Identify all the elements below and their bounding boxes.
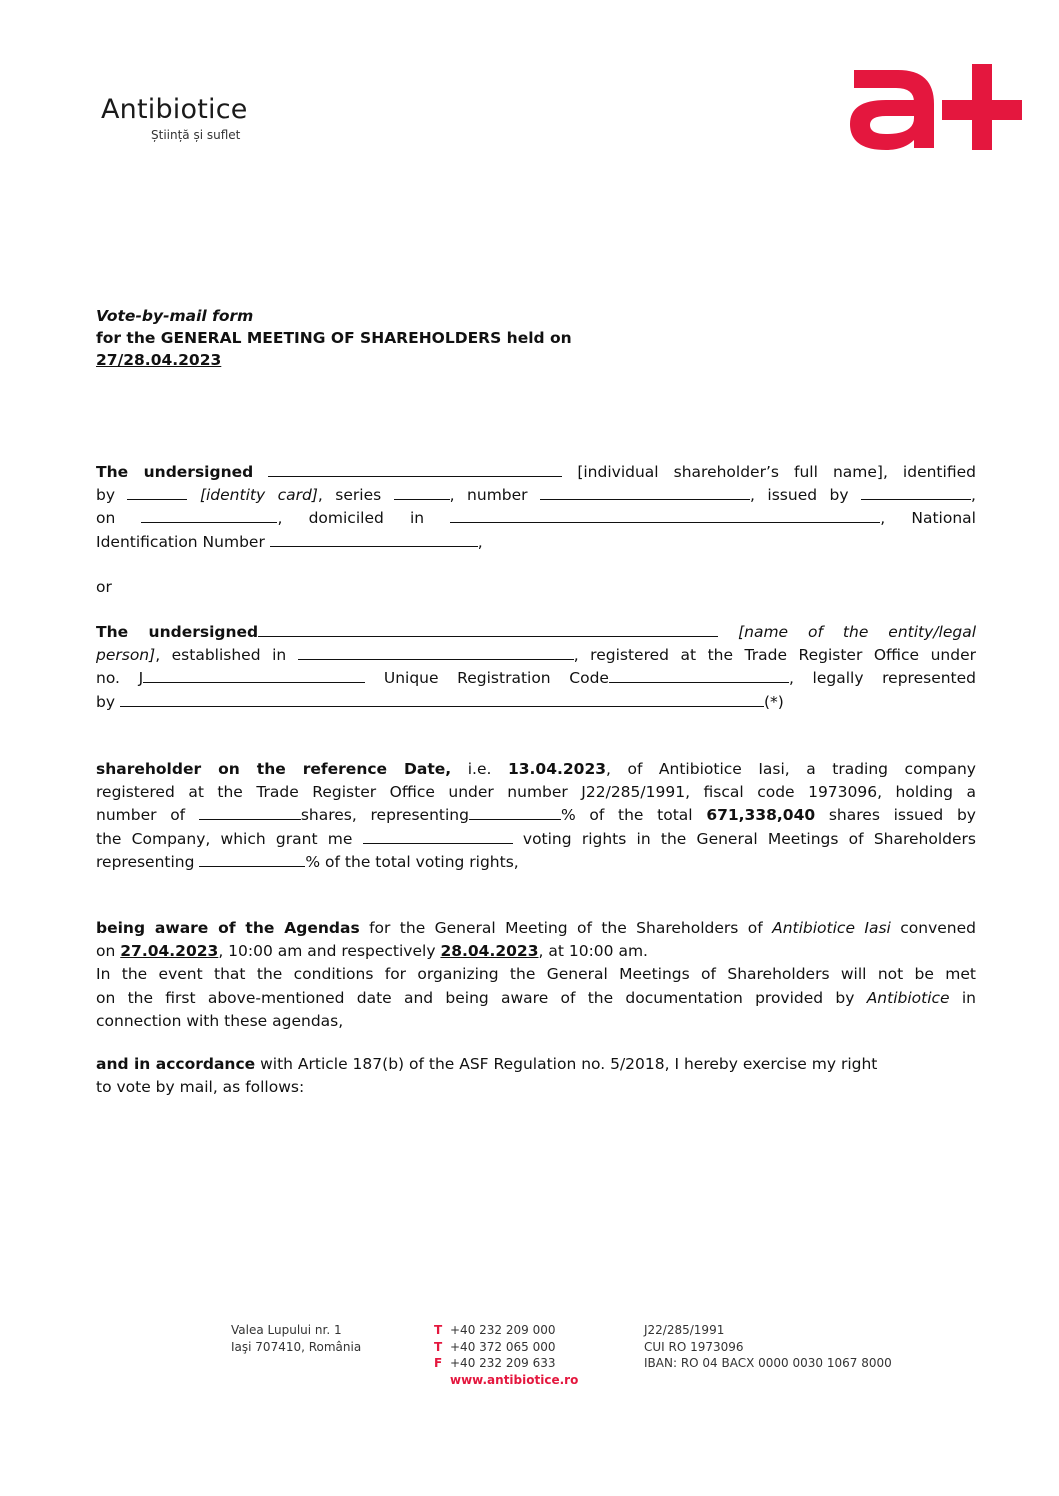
urc-field[interactable] — [609, 668, 789, 683]
representative-field[interactable] — [120, 692, 764, 707]
comma: , — [971, 486, 976, 505]
on-text: on — [96, 942, 116, 961]
trade-register-field[interactable] — [143, 668, 365, 683]
national-id-field[interactable] — [270, 532, 478, 547]
urc-label: Unique Registration Code — [383, 669, 609, 688]
text-line — [96, 484, 976, 507]
text-line: In the event that the conditions for organizing the General Meetings of Shareholders will not be met — [96, 965, 976, 984]
entity-name-field[interactable] — [258, 622, 718, 637]
domicile-field[interactable] — [450, 508, 880, 523]
agenda-paragraph — [96, 917, 976, 1033]
established-label: , established in — [155, 646, 287, 665]
text-line — [96, 644, 976, 667]
shares-issued-label: shares issued by — [828, 806, 976, 825]
individual-shareholder-paragraph — [96, 461, 976, 554]
title-line-1: Vote-by-mail form — [96, 307, 254, 325]
text-line — [96, 758, 976, 781]
series-field[interactable] — [394, 485, 450, 500]
by-label: by — [96, 486, 116, 505]
voting-percent-field[interactable] — [199, 852, 305, 867]
pct-total-label: % of the total — [560, 806, 693, 825]
contact-label: T — [434, 1339, 443, 1354]
meeting-date-2: 28.04.2023 — [440, 942, 539, 961]
contact-value: +40 232 209 000 — [450, 1323, 556, 1337]
meeting-date-1: 27.04.2023 — [120, 942, 219, 961]
legally-label: , legally represented — [788, 669, 977, 688]
text-line — [96, 828, 976, 851]
convened-text: convened — [900, 919, 976, 937]
fiscal-code: CUI RO 1973096 — [644, 1339, 744, 1354]
reference-date: 13.04.2023 — [507, 760, 607, 778]
registered-label: , registered at the Trade Register Office under — [573, 646, 976, 665]
form-title — [96, 305, 572, 371]
accordance-text: with Article 187(b) of the ASF Regulation no. 5/2018, I hereby exercise my right — [260, 1055, 878, 1073]
text-line — [96, 1053, 976, 1076]
no-j-label: no. J — [96, 669, 144, 688]
company-name: Antibiotice Iasi — [772, 919, 891, 937]
text-line: to vote by mail, as follows: — [96, 1078, 305, 1097]
accordance-lead: and in accordance — [96, 1055, 256, 1073]
established-field[interactable] — [298, 645, 574, 660]
agenda-text: for the General Meeting of the Shareholders of — [369, 919, 763, 937]
number-label: , number — [449, 486, 528, 505]
registration-number: J22/285/1991 — [644, 1323, 725, 1337]
entity-note: [name of the entity/legal — [738, 623, 976, 641]
representing-label: representing — [96, 852, 195, 871]
text-line — [96, 667, 976, 690]
identity-card-note: [identity card] — [199, 486, 318, 505]
series-label: , series — [317, 486, 382, 505]
footer-contacts — [434, 1322, 578, 1388]
on-label: on — [96, 509, 116, 528]
full-name-field[interactable] — [268, 462, 562, 477]
shares-percent-field[interactable] — [469, 805, 561, 820]
fax — [434, 1355, 578, 1372]
company-grant-label: the Company, which grant me — [96, 829, 353, 848]
text-line: registered at the Trade Register Office under number J22/285/1991, fiscal code 1973096, holding a — [96, 783, 976, 802]
text-line — [96, 917, 976, 940]
title-meeting-dates: 27/28.04.2023 — [96, 351, 222, 369]
title-line-2: for the GENERAL MEETING OF SHAREHOLDERS held on — [96, 329, 572, 347]
voting-rights-field[interactable] — [363, 829, 513, 844]
contact-value: +40 232 209 633 — [450, 1356, 556, 1370]
ie-text: i.e. — [467, 760, 492, 778]
comma: , — [880, 509, 886, 528]
footer-address — [231, 1322, 361, 1355]
phone-2 — [434, 1339, 578, 1356]
text-line: connection with these agendas, — [96, 1011, 344, 1030]
domiciled-label: , domiciled in — [277, 509, 425, 528]
or-separator — [96, 576, 976, 599]
undersigned-label: The undersigned — [96, 463, 254, 481]
iban: IBAN: RO 04 BACX 0000 0030 1067 8000 — [644, 1356, 892, 1370]
address-line-1: Valea Lupului nr. 1 — [231, 1323, 342, 1337]
text-line — [96, 691, 976, 714]
website-link[interactable]: www.antibiotice.ro — [450, 1372, 579, 1387]
text-line — [96, 987, 976, 1010]
shareholding-paragraph — [96, 758, 976, 874]
voting-rights-label: voting rights in the General Meetings of Shareholders — [522, 829, 976, 848]
id-by-field[interactable] — [127, 485, 187, 500]
number-field[interactable] — [540, 485, 750, 500]
contact-label: F — [434, 1356, 443, 1370]
phone-1 — [434, 1322, 578, 1339]
full-name-note: [individual shareholder’s full name], identified — [577, 463, 976, 481]
agenda-text: in — [961, 988, 976, 1007]
comma: , — [477, 532, 483, 551]
pct-votes-label: % of the total voting rights, — [305, 852, 519, 871]
company-text: , of Antibiotice Iasi, a trading company — [606, 760, 976, 778]
total-shares: 671,338,040 — [706, 806, 816, 825]
shareholder-lead: shareholder on the reference Date, — [96, 760, 452, 778]
text-line — [96, 851, 976, 874]
text-line — [96, 621, 976, 644]
shares-repr-label: shares, representing — [300, 806, 469, 825]
text-line — [96, 507, 976, 530]
entity-note: person] — [96, 646, 156, 665]
legal-person-paragraph — [96, 621, 976, 714]
undersigned-label: The undersigned — [96, 623, 259, 641]
company-name: Antibiotice — [866, 988, 950, 1007]
footer-registration — [644, 1322, 892, 1372]
brand-block — [101, 96, 248, 142]
text-line — [96, 531, 976, 554]
or-text: or — [96, 578, 112, 596]
agenda-lead: being aware of the Agendas — [96, 919, 360, 937]
antibiotice-logo-icon — [846, 62, 1026, 152]
text-line — [96, 940, 976, 963]
date-field[interactable] — [141, 508, 277, 523]
meeting-time-1: , 10:00 am and respectively — [218, 942, 436, 961]
meeting-time-2: , at 10:00 am. — [538, 942, 648, 961]
issued-by-label: , issued by — [750, 486, 849, 505]
text-line — [96, 804, 976, 827]
brand-name: Antibiotice — [101, 94, 248, 125]
issued-by-field[interactable] — [861, 485, 971, 500]
contact-value: +40 372 065 000 — [450, 1339, 556, 1354]
shares-count-field[interactable] — [199, 805, 301, 820]
address-line-2: Iaşi 707410, România — [231, 1339, 362, 1354]
accordance-paragraph — [96, 1053, 976, 1099]
national-label: National — [911, 509, 976, 528]
number-of-label: number of — [96, 806, 186, 825]
contact-label: T — [434, 1323, 443, 1337]
agenda-text: on the first above-mentioned date and being aware of the documentation provided by — [96, 988, 855, 1007]
text-line — [96, 461, 976, 484]
brand-tagline: Știință și suflet — [151, 128, 241, 142]
national-id-label: Identification Number — [96, 532, 265, 551]
footnote-mark: (*) — [763, 692, 784, 711]
by-label: by — [96, 692, 116, 711]
